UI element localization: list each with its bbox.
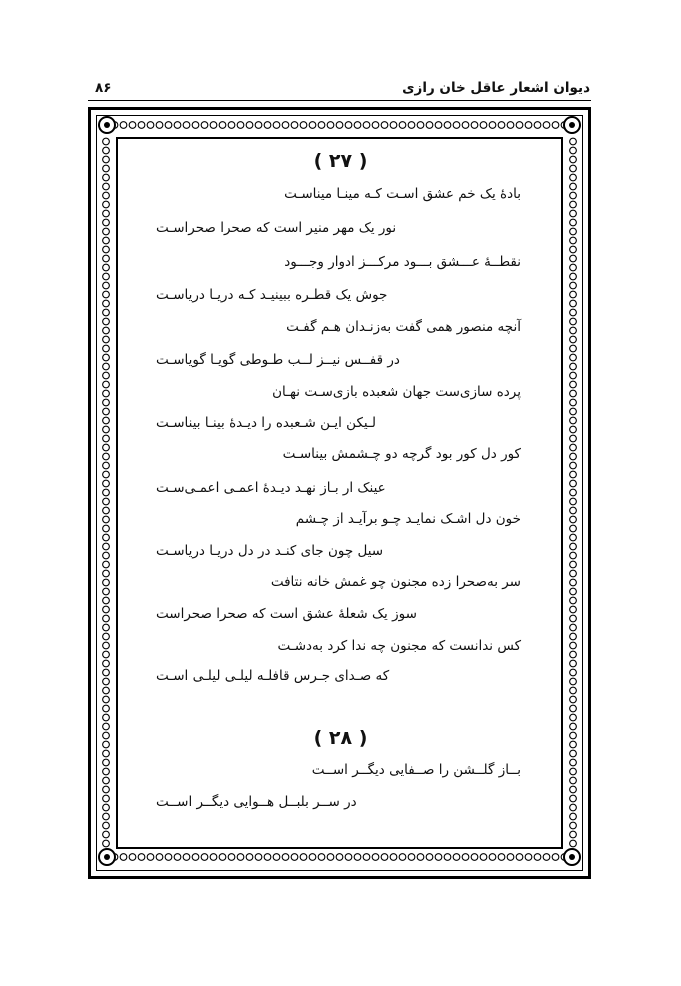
corner-ornament-icon: [98, 848, 116, 866]
page-number: ۸۶: [95, 80, 112, 96]
verse-line: در قفــس نیــز لــب طـوطی گویـا گویاسـت: [156, 352, 400, 368]
verse-line: کس ندانست که مجنون چه ندا کرد به‌دشـت: [277, 638, 521, 654]
corner-ornament-icon: [98, 116, 116, 134]
verse-line: لـیکن ایـن شـعبده را دیـدهٔ بینـا بیناسـت: [156, 415, 377, 431]
verse-line: کور دل کور بود گرچه دو چـشمش بیناسـت: [282, 446, 521, 462]
verse-line: که صـدای جـرس قافلـه لیلـی لیلـی اسـت: [156, 668, 390, 684]
header-rule: [88, 100, 591, 101]
ornament-band-top: [110, 119, 569, 131]
verse-line: سیل چون جای کنـد در دل دریـا دریاسـت: [156, 543, 384, 559]
poem-heading: ( ۲۷ ): [313, 150, 368, 172]
verse-line: جوش یک قطـره ببینیـد کـه دریـا دریاسـت: [156, 287, 388, 303]
verse-line: پرده سازی‌ست جهان شعبده بازی‌سـت نهـان: [272, 384, 521, 400]
verse-line: در ســر بلبــل هــوایی دیگــر اســت: [156, 794, 357, 810]
corner-ornament-icon: [563, 848, 581, 866]
running-head: [95, 80, 590, 102]
poem-heading: ( ۲۸ ): [313, 727, 368, 749]
verse-line: نور یک مهر منیر است که صحرا صحراسـت: [156, 220, 397, 236]
verse-line: خون دل اشـک نمایـد چـو برآیـد از چـشم: [295, 511, 521, 527]
verse-line: آنچه منصور همی گفت به‌زنـدان هـم گفـت: [286, 319, 521, 335]
corner-ornament-icon: [563, 116, 581, 134]
verse-line: سر به‌صحرا زده مجنون چو غمش خانه نتافت: [270, 574, 521, 590]
verse-line: عینک ار بـاز نهـد دیـدهٔ اعمـی اعمـی‌سـت: [156, 480, 386, 496]
verse-line: بادهٔ یک خم عشق اسـت کـه مینـا میناسـت: [284, 186, 521, 202]
book-title: دیوان اشعار عاقل خان رازی: [402, 80, 590, 96]
ornament-band-bottom: [110, 851, 569, 863]
verse-line: بــاز گلــشن را صــفایی دیگــر اســت: [311, 762, 521, 778]
verse-line: نقطــهٔ عـــشق بـــود مرکـــز ادوار وجـــود: [284, 254, 521, 270]
verse-line: سوز یک شعلهٔ عشق است که صحرا صحراست: [156, 606, 417, 622]
